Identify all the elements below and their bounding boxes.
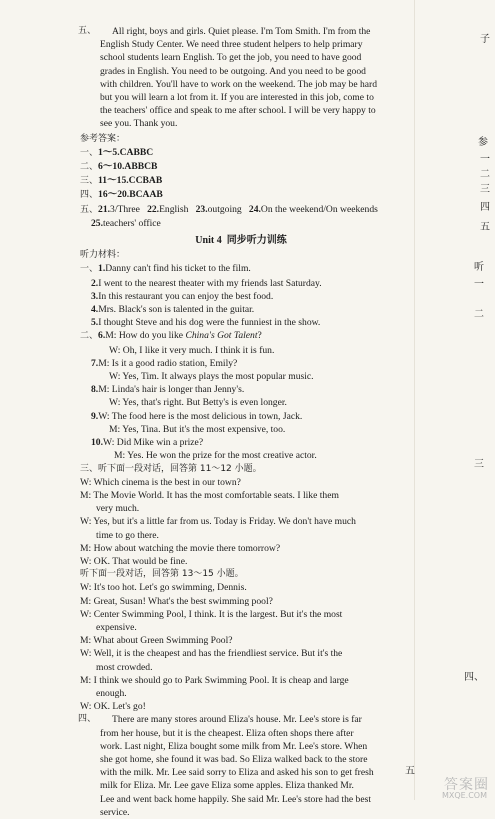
part3-d1-5: M: How about watching the movie there tomorrow? bbox=[80, 542, 281, 554]
answer-text-4: 16～20.BCAAB bbox=[98, 189, 163, 201]
part2-line-8 bbox=[80, 383, 402, 396]
section5-text-2: school students learn English. To get the job, you need to have good bbox=[100, 52, 362, 64]
section5-text-5: but you will learn a lot from it. If you are interested in this job, come to bbox=[100, 92, 374, 104]
part3-d2-4: M: What about Green Swimming Pool? bbox=[80, 635, 233, 647]
part2-text-6c: ? bbox=[257, 330, 262, 342]
part1-line-1 bbox=[80, 262, 402, 276]
section5-label: 五、 bbox=[78, 26, 97, 36]
part3-d2-3: expensive. bbox=[96, 621, 137, 633]
margin-char-1: 子 bbox=[480, 34, 490, 45]
part1-text-3: In this restaurant you can enjoy the best food. bbox=[98, 290, 274, 302]
part4-text-2: work. Last night, Eliza bought some milk from Mr. Lee's store. When bbox=[100, 740, 368, 752]
part3-d2-2: W: Center Swimming Pool, I think. It is the largest. But it's the most bbox=[80, 608, 343, 620]
answer-row-4 bbox=[80, 188, 402, 202]
part4-text-5: milk for Eliza. Mr. Lee gave Eliza some apples. Eliza thanked Mr. bbox=[100, 780, 354, 792]
section5-text-4: with children. You'll have to work on the weekend. The job may be hard bbox=[100, 78, 378, 90]
part1-num-5: 5. bbox=[91, 317, 99, 329]
part2-line-6 bbox=[80, 329, 402, 343]
part4-line-0 bbox=[80, 713, 402, 726]
margin-char-7: 五 bbox=[480, 222, 490, 233]
answer-25-value: teachers' office bbox=[103, 217, 161, 229]
part2-text-8: M: Linda's hair is longer than Jenny's. bbox=[98, 384, 245, 396]
section5-text-1: English Study Center. We need three student helpers to help primary bbox=[100, 39, 363, 51]
part2-line-9 bbox=[80, 410, 402, 423]
part1-num-2: 2. bbox=[91, 277, 99, 289]
part3-intro-2: 听下面一段对话，回答第 13～15 小题。 bbox=[80, 569, 244, 580]
answer-text-3: 11～15.CCBAB bbox=[98, 175, 163, 187]
answer-21-num: 21. bbox=[98, 203, 111, 215]
part2-text-9m: M: Yes, Tina. But it's the most expensive, too. bbox=[109, 423, 286, 435]
answer-25-num: 25. bbox=[91, 217, 103, 229]
section5-text-7: see you. Thank you. bbox=[100, 118, 178, 130]
section5-text-3: grades in English. You need to be outgoing. And you need to be good bbox=[100, 65, 366, 77]
part3-d1-6: W: OK. That would be fine. bbox=[80, 555, 188, 567]
margin-char-11: 三 bbox=[474, 459, 484, 470]
part2-text-6w: W: Oh, I like it very much. I think it is fun. bbox=[109, 344, 275, 356]
answer-row-1 bbox=[80, 146, 402, 160]
part2-text-7w: W: Yes, Tim. It always plays the most popular music. bbox=[109, 371, 314, 383]
answer-row-6 bbox=[80, 217, 402, 230]
margin-char-3: 一 bbox=[480, 154, 490, 165]
margin-char-13: 五 bbox=[405, 766, 415, 777]
answer-sec-1: 一、 bbox=[80, 147, 99, 158]
unit-title bbox=[80, 234, 402, 247]
answer-sec-2: 二、 bbox=[80, 162, 99, 173]
part2-text-10: W: Did Mike win a prize? bbox=[103, 437, 204, 449]
main-column bbox=[80, 25, 402, 819]
part2-label: 二、 bbox=[80, 331, 99, 342]
part2-text-7: M: Is it a good radio station, Emily? bbox=[98, 357, 238, 369]
part3-d1-0: W: Which cinema is the best in our town? bbox=[80, 476, 241, 488]
unit-title-en: Unit 4 bbox=[195, 235, 222, 247]
part1-text-1: Danny can't find his ticket to the film. bbox=[105, 263, 251, 275]
answer-row-5 bbox=[80, 203, 402, 217]
watermark-url: MXQE.COM bbox=[441, 791, 487, 800]
part4-text-6: Lee and went back home happily. She said Mr. Lee's store had the best bbox=[100, 793, 371, 805]
part3-label: 三、 bbox=[80, 463, 99, 474]
part4-text-7: service. bbox=[100, 806, 130, 818]
part2-line-7 bbox=[80, 357, 402, 370]
part1-text-5: I thought Steve and his dog were the funniest in the show. bbox=[98, 317, 321, 329]
margin-char-6: 四 bbox=[480, 202, 490, 213]
unit-title-cn: 同步听力训练 bbox=[226, 235, 287, 247]
part2-num-10: 10. bbox=[91, 437, 103, 449]
answer-sec-5: 五、 bbox=[80, 204, 99, 215]
part3-intro1-text: 听下面一段对话，回答第 11～12 小题。 bbox=[98, 463, 262, 474]
part3-d1-3: W: Yes, but it's a little far from us. Today is Friday. We don't have much bbox=[80, 516, 356, 528]
margin-char-12: 四、 bbox=[464, 672, 484, 683]
answer-sec-3: 三、 bbox=[80, 176, 99, 187]
answer-sec-4: 四、 bbox=[80, 190, 99, 201]
section5-text-6: the teachers' office and speak to me after school. I will be very happy to bbox=[100, 105, 376, 117]
watermark-logo: 答案圈 bbox=[444, 777, 489, 793]
part2-num-8: 8. bbox=[91, 384, 99, 396]
part3-d2-6: most crowded. bbox=[96, 661, 153, 673]
part4-text-0: There are many stores around Eliza's house. Mr. Lee's store is far bbox=[112, 714, 362, 726]
margin-char-2: 参 bbox=[478, 137, 488, 148]
part3-d1-2: very much. bbox=[96, 503, 140, 515]
part3-d2-8: enough. bbox=[96, 687, 127, 699]
part1-label: 一、 bbox=[80, 264, 99, 275]
part2-num-7: 7. bbox=[91, 357, 99, 369]
part2-text-6b: China's Got Talent bbox=[185, 330, 258, 342]
answer-21-value: 3/Three bbox=[110, 203, 140, 215]
section5-line-0 bbox=[80, 25, 402, 38]
answer-text-1: 1～5.CABBC bbox=[98, 146, 154, 158]
answer-24-value: On the weekend/On weekends bbox=[260, 203, 378, 215]
part1-line-5 bbox=[80, 316, 402, 329]
part1-text-2: I went to the nearest theater with my friends last Saturday. bbox=[98, 277, 322, 289]
margin-char-5: 三 bbox=[480, 184, 490, 195]
material-heading: 听力材料： bbox=[80, 250, 126, 261]
part1-text-4: Mrs. Black's son is talented in the guitar. bbox=[98, 304, 255, 316]
part4-text-4: with the milk. Mr. Lee said sorry to Eliza and asked his son to get fresh bbox=[100, 767, 374, 779]
page-gutter bbox=[414, 0, 415, 800]
part3-d1-1: M: The Movie World. It has the most comfortable seats. I like them bbox=[80, 489, 339, 501]
part3-d2-9: W: OK. Let's go! bbox=[80, 701, 146, 713]
part3-d2-5: W: Well, it is the cheapest and has the friendliest service. But it's the bbox=[80, 648, 343, 660]
part3-d2-0: W: It's too hot. Let's go swimming, Dennis. bbox=[80, 582, 247, 594]
part1-line-2 bbox=[80, 277, 402, 290]
part3-d1-4: time to go there. bbox=[96, 529, 159, 541]
answer-row-3 bbox=[80, 174, 402, 188]
answer-22-num: 22. bbox=[147, 203, 160, 215]
answers-heading: 参考答案： bbox=[80, 133, 126, 144]
part4-text-1: from her house, but it is the cheapest. Eliza often shops there after bbox=[100, 727, 354, 739]
part2-text-6a: M: How do you like bbox=[105, 330, 186, 342]
part1-line-4 bbox=[80, 303, 402, 316]
answer-row-2 bbox=[80, 160, 402, 174]
answer-23-value: outgoing bbox=[207, 203, 242, 215]
part4-label: 四、 bbox=[78, 714, 97, 725]
part1-num-3: 3. bbox=[91, 290, 99, 302]
answer-22-value: English bbox=[159, 203, 189, 215]
margin-char-10: 二 bbox=[474, 309, 484, 320]
answer-24-num: 24. bbox=[248, 203, 261, 215]
part2-num-6: 6. bbox=[98, 330, 106, 342]
margin-char-4: 二 bbox=[480, 169, 490, 180]
part3-intro-1 bbox=[80, 463, 402, 476]
part2-text-8w: W: Yes, that's right. But Betty's is even longer. bbox=[109, 397, 287, 409]
part1-num-1: 1. bbox=[98, 263, 106, 275]
part2-line-10 bbox=[80, 436, 402, 449]
part2-text-9: W: The food here is the most delicious in town, Jack. bbox=[98, 410, 303, 422]
section5-text-0: All right, boys and girls. Quiet please. I'm Tom Smith. I'm from the bbox=[112, 26, 371, 37]
margin-char-8: 听 bbox=[474, 262, 484, 273]
part1-num-4: 4. bbox=[91, 304, 99, 316]
part2-text-10m: M: Yes. He won the prize for the most creative actor. bbox=[114, 450, 317, 462]
part1-line-3 bbox=[80, 290, 402, 303]
part4-text-3: she got home, she found it was bad. So Eliza walked back to the store bbox=[100, 753, 368, 765]
margin-char-9: 一 bbox=[474, 279, 484, 290]
part3-d2-1: M: Great, Susan! What's the best swimming pool? bbox=[80, 595, 273, 607]
answer-23-num: 23. bbox=[195, 203, 208, 215]
part2-num-9: 9. bbox=[91, 410, 99, 422]
answer-text-2: 6～10.ABBCB bbox=[98, 161, 158, 173]
part3-d2-7: M: I think we should go to Park Swimming Pool. It is cheap and large bbox=[80, 674, 349, 686]
